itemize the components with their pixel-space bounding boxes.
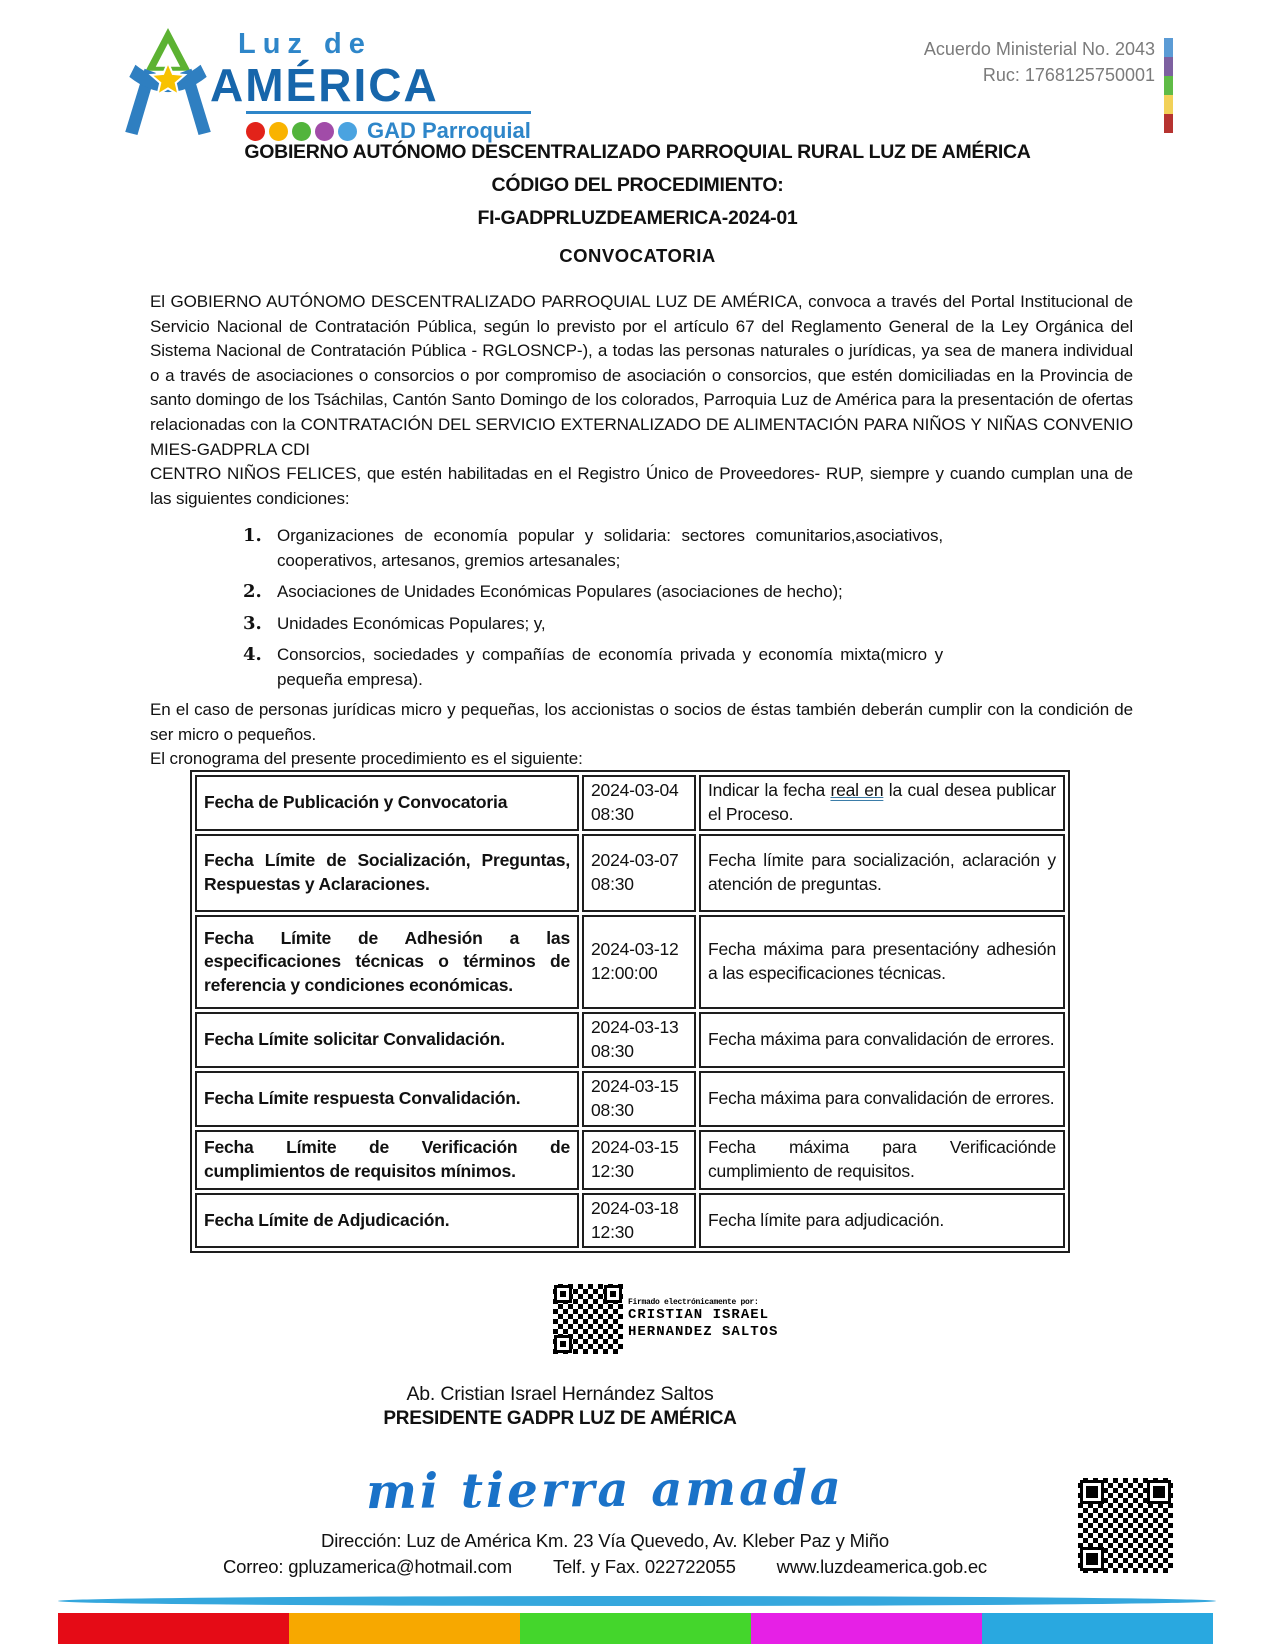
list-item-text: Organizaciones de economía popular y solidaria: sectores comunitarios,asociativos, cooperativos, artesanos, gremios artesanales; bbox=[277, 526, 943, 570]
row-desc-underlined: real en bbox=[830, 780, 884, 801]
intro-paragraph-part2: CENTRO NIÑOS FELICES, que estén habilitadas en el Registro Único de Proveedores- RUP, siempre y cuando cumplan una de las siguientes condiciones: bbox=[150, 464, 1133, 508]
row-desc-post: la cual desea publicar el Proceso. bbox=[708, 780, 1056, 824]
logo-word-america: AMÉRICA bbox=[210, 59, 439, 111]
bottom-bar-magenta bbox=[751, 1613, 982, 1644]
side-bar-red bbox=[1164, 114, 1173, 133]
juridical-persons-paragraph: En el caso de personas jurídicas micro y pequeñas, los accionistas o socios de éstas también deberán cumplir con la condición de ser micro o pequeños. bbox=[150, 700, 1133, 744]
qr-finder-icon bbox=[604, 1285, 622, 1303]
schedule-table bbox=[190, 770, 1070, 1253]
logo-emblem-icon bbox=[112, 26, 224, 138]
bottom-color-bar bbox=[58, 1613, 1213, 1644]
row-label: Fecha Límite de Verificación de cumplimientos de requisitos mínimos. bbox=[195, 1130, 579, 1190]
logo-subtitle: GAD Parroquial bbox=[367, 118, 531, 144]
row-label: Fecha de Publicación y Convocatoria bbox=[195, 775, 579, 831]
president-role: PRESIDENTE GADPR LUZ DE AMÉRICA bbox=[383, 1408, 737, 1429]
row-date: 2024-03-07 08:30 bbox=[582, 834, 696, 912]
list-item bbox=[243, 524, 943, 573]
president-name: Ab. Cristian Israel Hernández Saltos bbox=[406, 1383, 714, 1405]
qr-finder-icon bbox=[1080, 1547, 1104, 1571]
address-line: Dirección: Luz de América Km. 23 Vía Quevedo, Av. Kleber Paz y Miño bbox=[321, 1530, 889, 1551]
row-label: Fecha Límite de Socialización, Preguntas, Respuestas y Aclaraciones. bbox=[195, 834, 579, 912]
bottom-bar-red bbox=[58, 1613, 289, 1644]
row-description: Fecha máxima para convalidación de errores. bbox=[699, 1071, 1065, 1127]
website-text: www.luzdeamerica.gob.ec bbox=[776, 1556, 987, 1577]
side-bar-green bbox=[1164, 76, 1173, 95]
slogan-mi-tierra-amada: mi tierra amada bbox=[365, 1459, 845, 1521]
signed-electronically-label: Firmado electrónicamente por: bbox=[628, 1298, 759, 1308]
row-description: Fecha máxima para Verificaciónde cumplimiento de requisitos. bbox=[699, 1130, 1065, 1190]
row-desc-pre: Indicar la fecha bbox=[708, 780, 831, 801]
list-item-number: 1. bbox=[243, 525, 262, 546]
qr-finder-icon bbox=[554, 1285, 572, 1303]
qr-finder-icon bbox=[1147, 1480, 1171, 1504]
row-date: 2024-03-18 12:30 bbox=[582, 1193, 696, 1248]
phone-text: Telf. y Fax. 022722055 bbox=[552, 1556, 736, 1577]
row-label: Fecha Límite respuesta Convalidación. bbox=[195, 1071, 579, 1127]
table-row bbox=[195, 1071, 1065, 1127]
schedule-intro: El cronograma del presente procedimiento es el siguiente: bbox=[150, 749, 583, 768]
conditions-list bbox=[243, 524, 943, 699]
row-date: 2024-03-12 12:00:00 bbox=[582, 915, 696, 1009]
row-label: Fecha Límite de Adhesión a las especificaciones técnicas o términos de referencia y condiciones económicas. bbox=[195, 915, 579, 1009]
list-item bbox=[243, 580, 943, 605]
logo-word-luz-de: Luz de bbox=[238, 28, 372, 60]
electronic-signature-block bbox=[553, 1284, 778, 1354]
contact-line bbox=[0, 1556, 1210, 1578]
acuerdo-ministerial: Acuerdo Ministerial No. 2043 bbox=[923, 39, 1155, 59]
table-row bbox=[195, 1130, 1065, 1190]
intro-paragraph-part1: El GOBIERNO AUTÓNOMO DESCENTRALIZADO PARROQUIAL LUZ DE AMÉRICA, convoca a través del Portal Institucional de Servicio Nacional de Contratación Pública, según lo previsto por el artículo 67 del Reglamento General de la Ley Orgánica del Sistema Nacional de Contratación Pública - RGLOSNCP-), a todas las personas naturales o jurídicas, ya sea de manera individual o a través de asociaciones o consorcios o por compromiso de asociación o consorcios, que estén domiciliadas en la Provincia de santo domingo de los Tsáchilas, Cantón Santo Domingo de los colorados, Parroquia Luz de América para la presentación de ofertas relacionadas con la CONTRATACIÓN DEL SERVICIO EXTERNALIZADO DE ALIMENTACIÓN PARA NIÑOS Y NIÑAS CONVENIO MIES-GADPRLA CDI bbox=[150, 292, 1133, 459]
bottom-bar-orange bbox=[289, 1613, 520, 1644]
footer-qr-code bbox=[1078, 1478, 1173, 1573]
list-item-text: Consorcios, sociedades y compañías de economía privada y economía mixta(micro y pequeña empresa). bbox=[277, 645, 943, 689]
row-date: 2024-03-15 08:30 bbox=[582, 1071, 696, 1127]
table-row bbox=[195, 1193, 1065, 1248]
signature-qr-code bbox=[553, 1284, 623, 1354]
gad-luz-de-america-logo bbox=[112, 26, 531, 144]
side-color-bar bbox=[1164, 38, 1173, 133]
qr-finder-icon bbox=[554, 1335, 572, 1353]
procedure-code-label: CÓDIGO DEL PROCEDIMIENTO: bbox=[491, 174, 784, 196]
signature-text bbox=[628, 1298, 778, 1339]
row-description: Fecha límite para socialización, aclaración y atención de preguntas. bbox=[699, 834, 1065, 912]
table-row bbox=[195, 1012, 1065, 1068]
list-item-text: Asociaciones de Unidades Económicas Populares (asociaciones de hecho); bbox=[277, 582, 843, 601]
list-item-number: 4. bbox=[243, 644, 262, 665]
table-row bbox=[195, 915, 1065, 1009]
section-heading-convocatoria: CONVOCATORIA bbox=[559, 245, 716, 266]
email-text: Correo: gpluzamerica@hotmail.com bbox=[223, 1556, 512, 1577]
list-item-number: 3. bbox=[243, 612, 262, 634]
row-date: 2024-03-15 12:30 bbox=[582, 1130, 696, 1190]
document-title-block bbox=[75, 136, 1200, 235]
row-label: Fecha Límite solicitar Convalidación. bbox=[195, 1012, 579, 1068]
side-bar-yellow bbox=[1164, 95, 1173, 114]
table-row bbox=[195, 834, 1065, 912]
row-description: Fecha máxima para convalidación de errores. bbox=[699, 1012, 1065, 1068]
row-description: Fecha máxima para presentacióny adhesión a las especificaciones técnicas. bbox=[699, 915, 1065, 1009]
bottom-bar-green bbox=[520, 1613, 751, 1644]
table-row bbox=[195, 775, 1065, 831]
blue-divider-swoosh bbox=[58, 1596, 1216, 1606]
side-bar-purple bbox=[1164, 57, 1173, 76]
ministerial-info bbox=[924, 36, 1155, 88]
signer-last-names: HERNANDEZ SALTOS bbox=[628, 1323, 779, 1340]
ruc-number: Ruc: 1768125750001 bbox=[982, 65, 1155, 86]
procedure-code: FI-GADPRLUZDEAMERICA-2024-01 bbox=[477, 207, 798, 229]
signer-first-names: CRISTIAN ISRAEL bbox=[628, 1307, 770, 1324]
row-date: 2024-03-04 08:30 bbox=[582, 775, 696, 831]
list-item bbox=[243, 612, 943, 637]
list-item-number: 2. bbox=[243, 581, 262, 602]
row-date: 2024-03-13 08:30 bbox=[582, 1012, 696, 1068]
intro-paragraph bbox=[150, 290, 1133, 511]
bottom-bar-blue bbox=[982, 1613, 1213, 1644]
side-bar-blue bbox=[1164, 38, 1173, 57]
list-item-text: Unidades Económicas Populares; y, bbox=[277, 613, 546, 633]
qr-finder-icon bbox=[1080, 1480, 1104, 1504]
row-label: Fecha Límite de Adjudicación. bbox=[195, 1193, 579, 1248]
row-description bbox=[699, 775, 1065, 831]
entity-title: GOBIERNO AUTÓNOMO DESCENTRALIZADO PARROQUIAL RURAL LUZ DE AMÉRICA bbox=[244, 141, 1031, 163]
row-description: Fecha límite para adjudicación. bbox=[699, 1193, 1065, 1248]
list-item bbox=[243, 643, 943, 692]
